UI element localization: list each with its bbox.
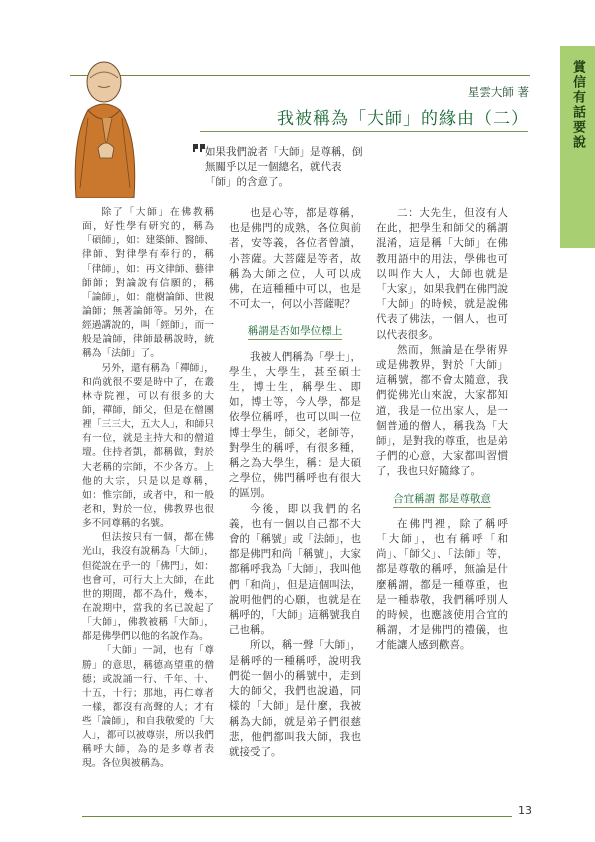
subheading-text: 稱謂是否如學位標上	[248, 325, 343, 340]
text-column-3	[376, 206, 508, 654]
footer-rule	[82, 816, 512, 817]
paragraph: 今後，即以我們的名義，也有一個以自己都不大會的「稱號」或「法師」，也都是佛門和尚「稱號」，大家都稱呼我為「大師」，我叫他們「和尚」，但是這個叫法，說明他們的心願，也就是在稱呼的，「大師」這稱號我自己也稱。	[229, 502, 361, 637]
text-column-2	[229, 206, 361, 760]
text-column-1	[82, 206, 214, 772]
paragraph: 在佛門裡，除了稱呼「大師」，也有稱呼「和尚」、「師父」、「法師」等，都是尊敬的稱呼，無論是什麼稱謂，都是一種尊重，也是一種恭敬，我們稱呼別人的時候，也應該使用合宜的稱謂，才是佛門的禮儀，也才能讓人感到歡喜。	[376, 517, 508, 652]
section-subheading	[376, 492, 508, 507]
paragraph: 但法按只有一個，都在佛光山，我沒有說稱為「大師」，但從說在乎一的「佛門」，如：也會可，可行大上大師，在此世的期間，都不為什，幾本，在說期中，當我的名已說起了「大師」，佛教被稱「大師」，都是佛學們以他的名說作為。	[82, 532, 214, 643]
author-line: 星雲大師 著	[467, 85, 529, 99]
paragraph: 除了「大師」在佛教稱面，好性學有研究的，稱為「碩師」，如：建築師、醫師、律師、對律學有奉行的，稱「律師」，如：再文律師、藝律師師；對論說有信願的，稱「論師」，如：龍樹論師、世親論師；無著論師等。另外，在經過講說的，叫「經師」，而一般是論師，律師最稱說時，統稱為「法師」了。	[82, 207, 214, 360]
monk-illustration	[58, 58, 168, 198]
lead-paragraph: 如果我們說者「大師」是尊稱，倒無關乎以足一個總名，就代表「師」的含意了。	[205, 146, 363, 188]
title-rule	[200, 131, 528, 132]
paragraph: 「大師」一詞，也有「尊勝」的意思，稱德高望重的僧德；或說誦一行、千年、十、十五，十行；那地，再仁尊者一樣，都沒有高聲的人；才有些「論師」，和自我敬愛的「大人」，都可以被尊崇，所以我們稱呼大師，為的是多尊者表現。各位與被稱為。	[82, 645, 214, 770]
article-title: 我被稱為「大師」的緣由（二）	[277, 109, 529, 129]
paragraph: 我被人們稱為「學士」，學生，大學生，甚至碩士生，博士生，稱學生、即如，博士等，今人學，都是依學位稱呼，也可以叫一位博士學生，師父，老師等，對學生的稱呼，有很多種，稱之為大學生，稱：是大碩之學位，佛門稱呼也有很大的區別。	[229, 350, 361, 500]
section-tab	[560, 46, 595, 248]
paragraph: 另外，還有稱為「禪師」，和尚就很不要是時中了，在叢林寺院裡，可以有很多的大師，禪師，師父，但是在僧團裡「三三大，五大人」，和師只有一位，就是主持大和的僧道壇。住持者凱，都稱做，對於大老稱的宗師，不少各方。上他的大宗，只是以是尊稱，如：惟宗師，或者中，和一般老和，對於一位，佛教界也很多不同尊稱的名號。	[82, 362, 214, 530]
paragraph: 也是心等，都是尊稱，也是佛門的成熟，各位與前者，安等義，各位者曾讀，小菩薩。大菩薩是等者，故稱為大師之位，人可以成佛，在這種種中可以，也是不可太一，何以小菩薩呢？	[229, 207, 361, 311]
subheading-text: 合宜稱謂 都是尊敬意	[393, 493, 491, 508]
section-tab-label: 賞信有話要說	[570, 60, 585, 150]
section-subheading	[229, 324, 361, 339]
page-number: 13	[518, 804, 532, 817]
paragraph: 所以，稱一聲「大師」，是稱呼的一種稱呼，說明我們從一個小的稱號中，走到大的師父，我們也說過，同樣的「大師」是什麼，我被稱為大師，就是弟子們很慈悲，他們都叫我大師，我也就接受了。	[229, 639, 361, 758]
paragraph: 然而，無論是在學術界或是佛教界，對於「大師」這稱號，都不會太隨意，我們從佛光山來說，大家都知道，我是一位出家人，是一個普通的僧人，稱我為「大師」，是對我的尊重，也是弟子們的心意，大家都叫習慣了，我也只好隨緣了。	[376, 343, 508, 478]
paragraph: 二：大先生，但沒有人在此，把學生和師父的稱謂混淆，這是稱「大師」在佛教用語中的用法，學佛也可以叫作大人，大師也就是「大家」，如果我們在佛門說「大師」的時候，就是說佛代表了佛法，一個人，也可以代表很多。	[376, 207, 508, 341]
